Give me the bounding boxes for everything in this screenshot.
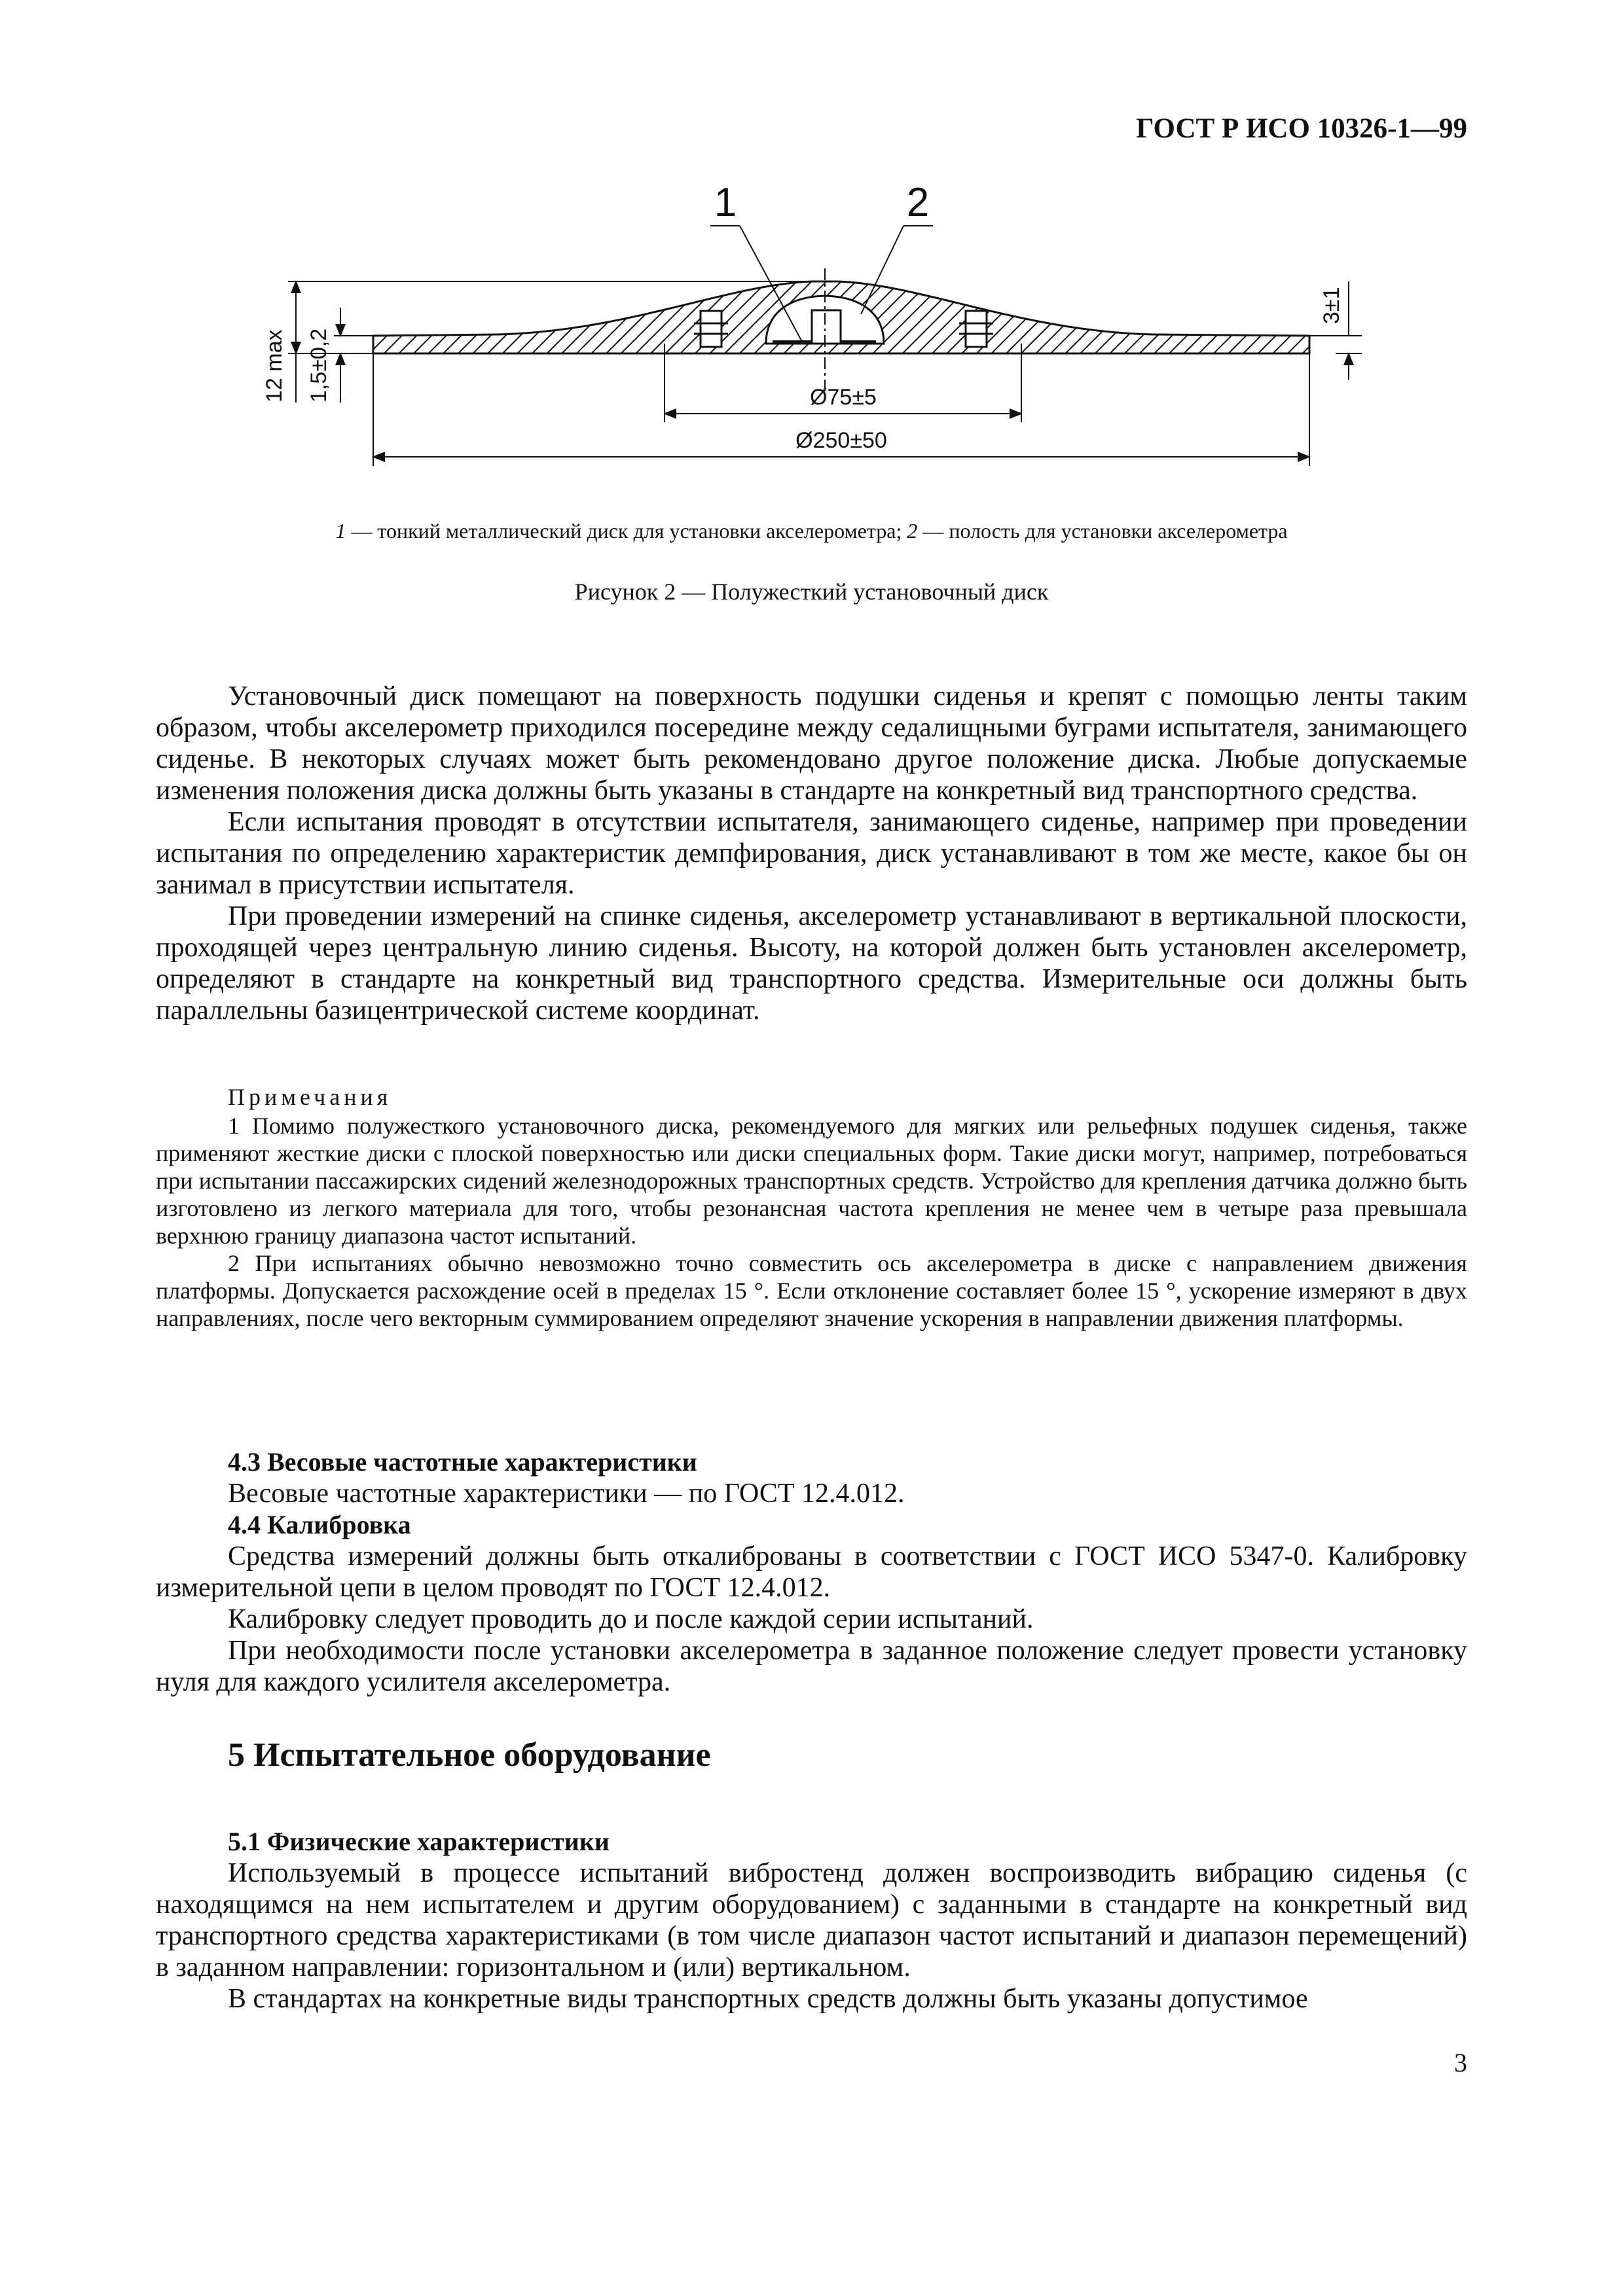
note-item: 2 При испытаниях обычно невозможно точно совместить ось акселерометра в диске с направлением движения платформы. Допускается расхождение осей в пределах 15 °. Если отклонение составляет более 15 °, ускорение измеряют в двух направлениях, после чего векторным суммированием определяют значение ускорения в направлении движения платформы. (156, 1250, 1467, 1331)
legend-num-2: 2 (907, 519, 918, 543)
notes-heading: Примечания (228, 1084, 392, 1110)
paragraph: При необходимости после установки акселерометра в заданное положение следует провести установку нуля для каждого усилителя акселерометра. (156, 1636, 1467, 1697)
paragraph: В стандартах на конкретные виды транспортных средств должны быть указаны допустимое (228, 1984, 1308, 2014)
dim-top: 3±1 (1319, 287, 1344, 324)
disc-drawing (249, 177, 1375, 478)
dim-outer-diameter: Ø250±50 (795, 428, 887, 453)
paragraph: При проведении измерений на спинке сиденья, акселерометр устанавливают в вертикальной плоскости, проходящей через центральную линию сиденья. Высоту, на которой должен быть установлен акселерометр, определяют в стандарте на конкретный вид транспортного средства. Измерительные оси должны быть параллельны базицентрической системе координат. (156, 901, 1467, 1026)
callout-1: 1 (714, 180, 737, 225)
section-5-1 (156, 1826, 1467, 2015)
dim-inner-diameter: Ø75±5 (810, 385, 877, 410)
paragraph: Установочный диск помещают на поверхность подушки сиденья и крепят с помощью ленты таким образом, чтобы акселерометр приходился посередине между седалищными буграми испытателя, занимающего сиденье. В некоторых случаях может быть рекомендовано другое положение диска. Любые допускаемые изменения положения диска должны быть указаны в стандарте на конкретный вид транспортного средства. (156, 681, 1467, 806)
subsection-title-4-4: 4.4 Калибровка (228, 1510, 411, 1539)
legend-num-1: 1 (335, 519, 346, 543)
figure-legend (196, 519, 1427, 543)
dim-height-max: 12 max (262, 329, 287, 403)
section-4-3-4-4 (156, 1446, 1467, 1698)
document-code: ГОСТ Р ИСО 10326-1—99 (1136, 113, 1467, 144)
callout-2: 2 (906, 180, 930, 225)
accelerometer-block (812, 310, 841, 344)
figure-caption: Рисунок 2 — Полужесткий установочный диск (574, 579, 1049, 605)
page-number: 3 (1454, 2048, 1467, 2077)
note-item: 1 Помимо полужесткого установочного диска, рекомендуемого для мягких или рельефных подушек сиденья, также применяют жесткие диски с плоской поверхностью или диски специальных форм. Такие диски могут, например, потребоваться при испытании пассажирских сидений железнодорожных транспортных средств. Устройство для крепления датчика должно быть изготовлено из легкого материала для того, чтобы резонансная частота крепления не менее чем в четыре раза превышала верхнюю границу диапазона частот испытаний. (156, 1113, 1467, 1249)
paragraph: Весовые частотные характеристики — по ГОСТ 12.4.012. (228, 1479, 905, 1509)
paragraph: Если испытания проводят в отсутствии испытателя, занимающего сиденье, например при проведении испытания по определению характеристик демпфирования, диск устанавливают в том же месте, какое бы он занимал в присутствии испытателя. (156, 807, 1467, 900)
subsection-title-5-1: 5.1 Физические характеристики (228, 1827, 610, 1856)
dim-thickness: 1,5±0,2 (306, 328, 331, 403)
legend-text-1: — тонкий металлический диск для установки акселерометра; (346, 519, 907, 543)
paragraph: Используемый в процессе испытаний вибростенд должен воспроизводить вибрацию сиденья (с находящимся на нем испытателем и другим оборудованием) с заданными в стандарте на конкретный вид транспортного средства характеристиками (в том числе диапазон частот испытаний и диапазон перемещений) в заданном направлении: горизонтальном и (или) вертикальном. (156, 1858, 1467, 1982)
section-title-5: 5 Испытательное оборудование (228, 1736, 711, 1774)
subsection-title-4-3: 4.3 Весовые частотные характеристики (228, 1447, 697, 1477)
notes-block (156, 1083, 1467, 1332)
legend-text-2: — полость для установки акселерометра (917, 519, 1288, 543)
body-paragraphs (156, 681, 1467, 1026)
paragraph: Калибровку следует проводить до и после каждой серии испытаний. (228, 1604, 1034, 1634)
paragraph: Средства измерений должны быть откалиброваны в соответствии с ГОСТ ИСО 5347-0. Калибровку измерительной цепи в целом проводят по ГОСТ 12.4.012. (156, 1541, 1467, 1603)
